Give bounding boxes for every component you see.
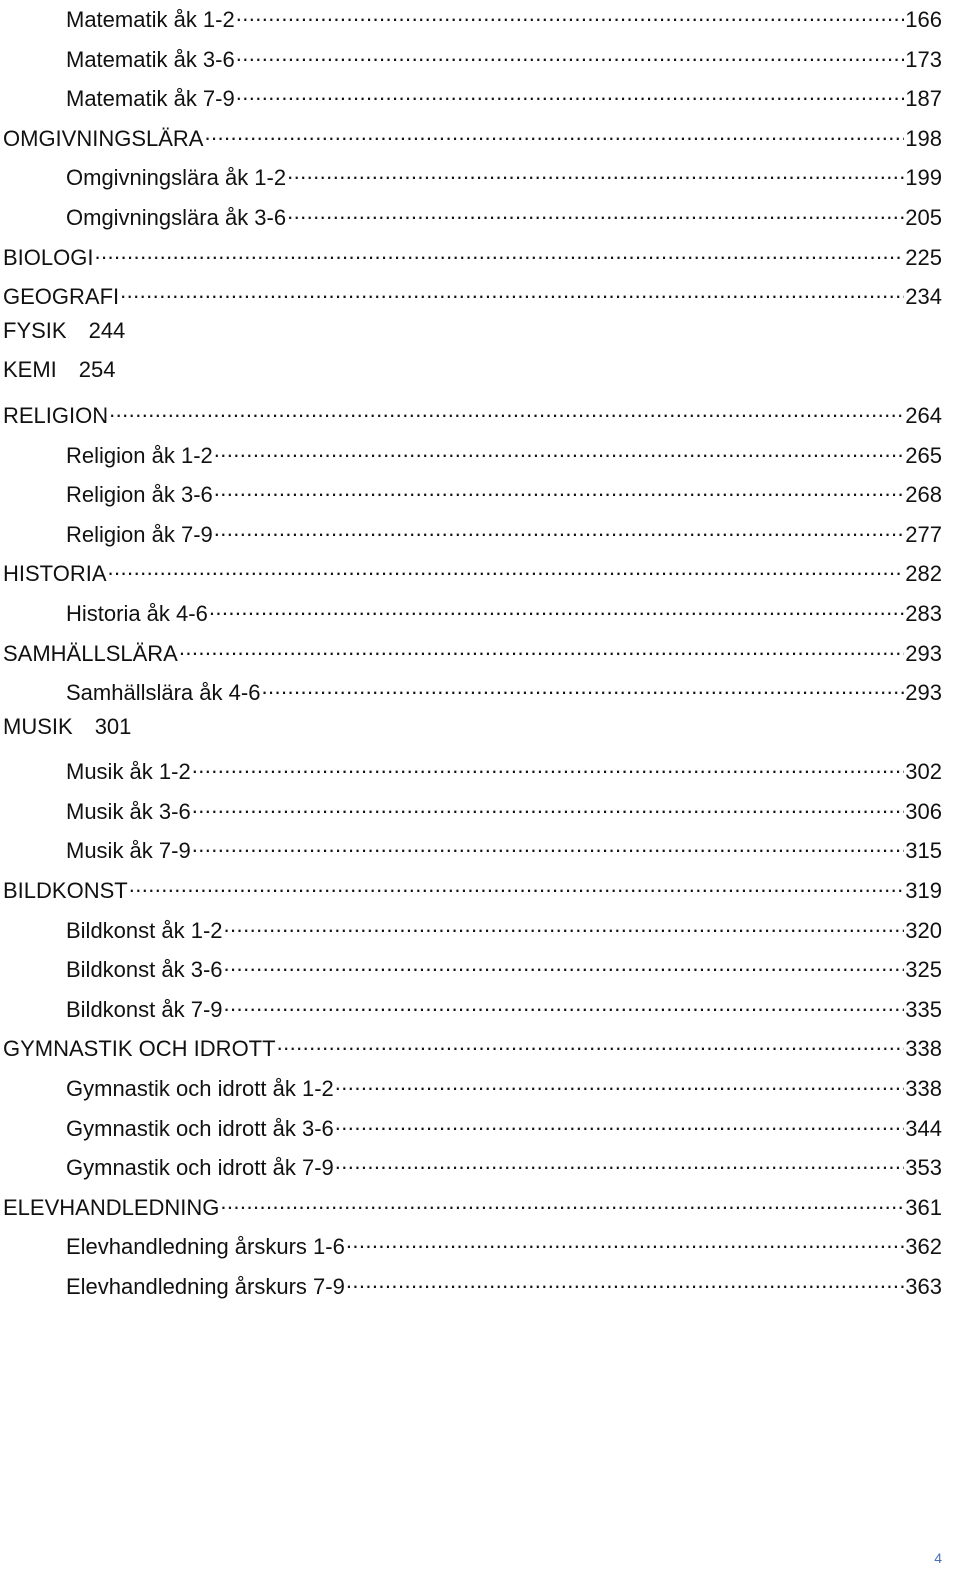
dot-leader [94, 239, 904, 265]
toc-entry[interactable] [0, 714, 960, 754]
toc-entry-row [66, 1268, 942, 1300]
dot-leader [287, 159, 904, 185]
toc-entry[interactable] [0, 595, 960, 635]
dot-leader [224, 951, 905, 977]
toc-entry-title: FYSIK [3, 317, 67, 343]
toc-entry-row [66, 753, 942, 785]
toc-entry-page: 338 [905, 1036, 942, 1062]
toc-entry-title: Omgivningslära åk 1-2 [66, 165, 287, 191]
toc-entry-title: Omgivningslära åk 3-6 [66, 204, 287, 230]
toc-entry-title: Bildkonst åk 3-6 [66, 957, 223, 983]
toc-entry-row [66, 793, 942, 825]
dot-leader [214, 437, 905, 463]
toc-entry[interactable] [0, 1070, 960, 1110]
toc-entry-page: 225 [905, 244, 942, 270]
toc-entry-page: 338 [905, 1076, 942, 1102]
toc-entry-title: Gymnastik och idrott åk 3-6 [66, 1115, 334, 1141]
toc-entry-title: Religion åk 1-2 [66, 442, 213, 468]
dot-leader [335, 1149, 905, 1175]
toc-entry-title: Bildkonst åk 1-2 [66, 917, 223, 943]
toc-entry-title: ELEVHANDLEDNING [3, 1194, 220, 1220]
toc-entry-title: BILDKONST [3, 878, 128, 904]
dot-leader [220, 1189, 904, 1215]
toc-entry[interactable] [0, 1030, 960, 1070]
toc-entry-row [66, 832, 942, 864]
toc-entry-page: 244 [88, 317, 126, 343]
toc-entry-title: GEOGRAFI [3, 284, 120, 310]
toc-entry[interactable] [0, 912, 960, 952]
dot-leader [335, 1070, 905, 1096]
toc-entry[interactable] [0, 397, 960, 437]
dot-leader [214, 476, 905, 502]
toc-entry-row [3, 635, 942, 667]
toc-entry[interactable] [0, 991, 960, 1031]
toc-entry-row [3, 239, 942, 271]
toc-entry[interactable] [0, 437, 960, 477]
toc-entry-row [66, 674, 942, 706]
toc-entry-page: 325 [905, 957, 942, 983]
toc-entry[interactable] [0, 674, 960, 714]
toc-entry-title: Elevhandledning årskurs 7-9 [66, 1274, 345, 1299]
dot-leader [192, 793, 905, 819]
toc-entry[interactable] [0, 41, 960, 81]
toc-entry-title: Elevhandledning årskurs 1-6 [66, 1234, 345, 1260]
toc-entry-title: Religion åk 3-6 [66, 482, 213, 508]
toc-entry-row [66, 1228, 942, 1260]
toc-entry-row [3, 120, 942, 152]
dot-leader [236, 1, 905, 27]
toc-entry-page: 302 [905, 759, 942, 785]
dot-leader [129, 872, 905, 898]
toc-entry[interactable] [0, 951, 960, 991]
toc-entry-page: 166 [905, 7, 942, 32]
toc-entry[interactable] [0, 555, 960, 595]
toc-entry-title: KEMI [3, 357, 57, 383]
dot-leader [108, 555, 905, 581]
toc-entry-page: 282 [905, 561, 942, 587]
toc-entry[interactable] [0, 1228, 960, 1268]
toc-entry-row [3, 357, 116, 383]
toc-entry-row [3, 555, 942, 587]
toc-entry[interactable] [0, 793, 960, 833]
toc-entry-row [66, 41, 942, 73]
dot-leader [224, 991, 905, 1017]
toc-entry[interactable] [0, 199, 960, 239]
toc-entry-row [66, 951, 942, 983]
toc-entry-page: 234 [905, 284, 942, 310]
toc-entry-page: 283 [905, 600, 942, 626]
dot-leader [346, 1228, 904, 1254]
toc-entry[interactable] [0, 80, 960, 120]
toc-entry-page: 361 [905, 1194, 942, 1220]
toc-entry-title: Samhällslära åk 4-6 [66, 680, 261, 706]
dot-leader [261, 674, 904, 700]
toc-entry-page: 363 [905, 1274, 942, 1299]
toc-entry-row [66, 1110, 942, 1142]
toc-entry[interactable] [0, 516, 960, 556]
toc-entry-page: 264 [905, 402, 942, 428]
dot-leader [236, 80, 905, 106]
toc-entry-page: 265 [905, 442, 942, 468]
dot-leader [335, 1110, 905, 1136]
toc-entry-row [66, 991, 942, 1023]
toc-entry-row [66, 80, 942, 112]
toc-entry[interactable] [0, 120, 960, 160]
toc-entry-page: 187 [905, 86, 942, 112]
toc-entry-title: Matematik åk 1-2 [66, 7, 235, 32]
toc-entry-row [3, 397, 942, 429]
toc-entry-page: 293 [905, 640, 942, 666]
dot-leader [109, 397, 904, 423]
toc-entry[interactable] [0, 357, 960, 397]
toc-entry[interactable] [0, 1189, 960, 1229]
dot-leader [236, 41, 905, 67]
toc-entry-page: 344 [905, 1115, 942, 1141]
toc-entry-title: RELIGION [3, 402, 109, 428]
toc-entry-row [3, 714, 131, 740]
toc-entry-page: 173 [905, 46, 942, 72]
dot-leader [209, 595, 904, 621]
toc-entry-page: 320 [905, 917, 942, 943]
toc-entry-row [3, 872, 942, 904]
toc-entry-title: Matematik åk 7-9 [66, 86, 235, 112]
toc-entry-row [66, 912, 942, 944]
toc-entry-title: Gymnastik och idrott åk 7-9 [66, 1155, 334, 1181]
toc-entry[interactable] [0, 1, 960, 41]
toc-entry[interactable] [0, 239, 960, 279]
toc-entry-title: OMGIVNINGSLÄRA [3, 125, 204, 151]
toc-entry-page: 205 [905, 204, 942, 230]
toc-entry-title: Historia åk 4-6 [66, 600, 208, 626]
toc-entry-row [66, 199, 942, 231]
toc-entry-page: 335 [905, 996, 942, 1022]
dot-leader [192, 832, 905, 858]
toc-entry-title: Bildkonst åk 7-9 [66, 996, 223, 1022]
toc-entry[interactable] [0, 635, 960, 675]
toc-entry[interactable] [0, 832, 960, 872]
toc-entry-page: 268 [905, 482, 942, 508]
toc-entry-page: 254 [78, 357, 116, 383]
toc-entry-page: 315 [905, 838, 942, 864]
toc-entry[interactable] [0, 1149, 960, 1189]
toc-entry-title: Musik åk 3-6 [66, 798, 191, 824]
page-number: 4 [934, 1550, 942, 1566]
toc-entry-title: SAMHÄLLSLÄRA [3, 640, 178, 666]
dot-leader [192, 753, 905, 779]
toc-entry[interactable] [0, 872, 960, 912]
toc-entry-page: 277 [905, 521, 942, 547]
toc-entry-page: 306 [905, 798, 942, 824]
toc-entry-row [66, 1149, 942, 1181]
toc-entry-title: Musik åk 1-2 [66, 759, 191, 785]
toc-entry[interactable] [0, 278, 960, 318]
dot-leader [287, 199, 904, 225]
dot-leader [204, 120, 904, 146]
toc-entry-page: 353 [905, 1155, 942, 1181]
toc-entry-title: Musik åk 7-9 [66, 838, 191, 864]
toc-entry-row [66, 1, 942, 33]
toc-entry-title: BIOLOGI [3, 244, 94, 270]
toc-entry-row [66, 159, 942, 191]
toc-entry-page: 199 [905, 165, 942, 191]
toc-entry-row [3, 1189, 942, 1221]
toc-entry-title: Matematik åk 3-6 [66, 46, 235, 72]
toc-entry-row [66, 516, 942, 548]
toc-entry-page: 362 [905, 1234, 942, 1260]
toc-entry[interactable] [0, 476, 960, 516]
dot-leader [214, 516, 905, 542]
toc-entry-row [66, 476, 942, 508]
toc-entry-row [3, 1030, 942, 1062]
toc-entry[interactable] [0, 753, 960, 793]
toc-entry-title: GYMNASTIK OCH IDROTT [3, 1036, 276, 1062]
dot-leader [179, 635, 904, 661]
dot-leader [277, 1030, 905, 1056]
toc-entry-row [66, 1070, 942, 1102]
toc-entry-row [66, 437, 942, 469]
toc-entry-title: Religion åk 7-9 [66, 521, 213, 547]
dot-leader [346, 1268, 904, 1294]
toc-entry-page: 301 [94, 713, 132, 739]
toc-entry-title: HISTORIA [3, 561, 107, 587]
toc-entry-row [3, 318, 125, 344]
toc-entry[interactable] [0, 1268, 960, 1308]
toc-entry-page: 319 [905, 878, 942, 904]
toc-entry-page: 198 [905, 125, 942, 151]
toc-entry-row [66, 595, 942, 627]
dot-leader [120, 278, 904, 304]
dot-leader [224, 912, 905, 938]
toc-entry-page: 293 [905, 680, 942, 706]
toc-entry[interactable] [0, 1110, 960, 1150]
toc-entry-row [3, 278, 942, 310]
toc-entry-title: Gymnastik och idrott åk 1-2 [66, 1076, 334, 1102]
toc-entry-title: MUSIK [3, 713, 73, 739]
toc-entry[interactable] [0, 159, 960, 199]
toc-entry[interactable] [0, 318, 960, 358]
